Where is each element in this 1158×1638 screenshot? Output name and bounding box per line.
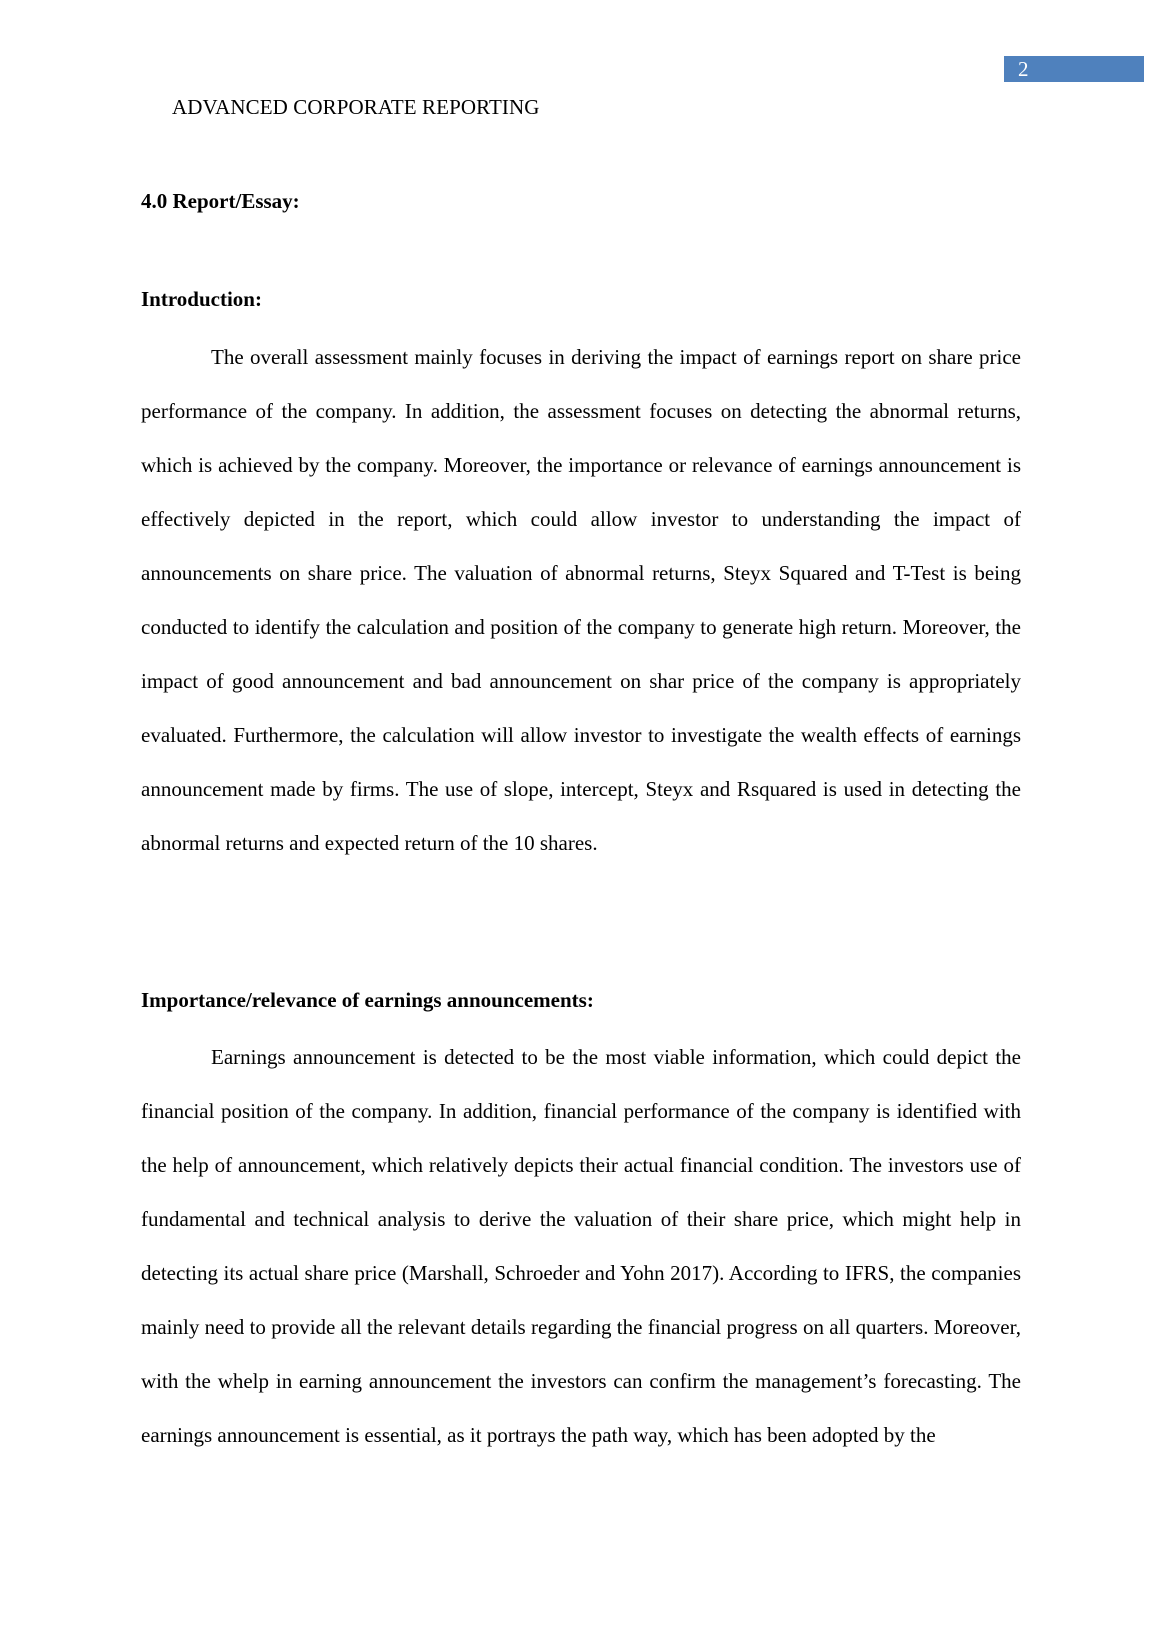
section-title: 4.0 Report/Essay: — [141, 189, 300, 213]
importance-paragraph: Earnings announcement is detected to be the most viable information, which could depict the financial position of the company. In addition, financial performance of the company is identified with the help of announcement, which relatively depicts their actual financial condition. The investors use of fundamental and technical analysis to derive the valuation of their share price, which might help in detecting its actual share price (Marshall, Schroeder and Yohn 2017). According to IFRS, the companies mainly need to provide all the relevant details regarding the financial progress on all quarters. Moreover, with the whelp in earning announcement the investors can confirm the management’s forecasting. The earnings announcement is essential, as it portrays the path way, which has been adopted by the — [141, 1045, 1021, 1447]
introduction-heading: Introduction: — [141, 287, 262, 311]
importance-heading: Importance/relevance of earnings announcements: — [141, 988, 594, 1012]
page-number: 2 — [1018, 57, 1029, 81]
introduction-paragraph: The overall assessment mainly focuses in deriving the impact of earnings report on share price performance of the company. In addition, the assessment focuses on detecting the abnormal returns, which is achieved by the company. Moreover, the importance or relevance of earnings announcement is effectively depicted in the report, which could allow investor to understanding the impact of announcements on share price. The valuation of abnormal returns, Steyx Squared and T-Test is being conducted to identify the calculation and position of the company to generate high return. Moreover, the impact of good announcement and bad announcement on shar price of the company is appropriately evaluated. Furthermore, the calculation will allow investor to investigate the wealth effects of earnings announcement made by firms. The use of slope, intercept, Steyx and Rsquared is used in detecting the abnormal returns and expected return of the 10 shares. — [141, 345, 1021, 855]
running-head: ADVANCED CORPORATE REPORTING — [172, 95, 540, 119]
page-number-box — [1004, 56, 1144, 82]
